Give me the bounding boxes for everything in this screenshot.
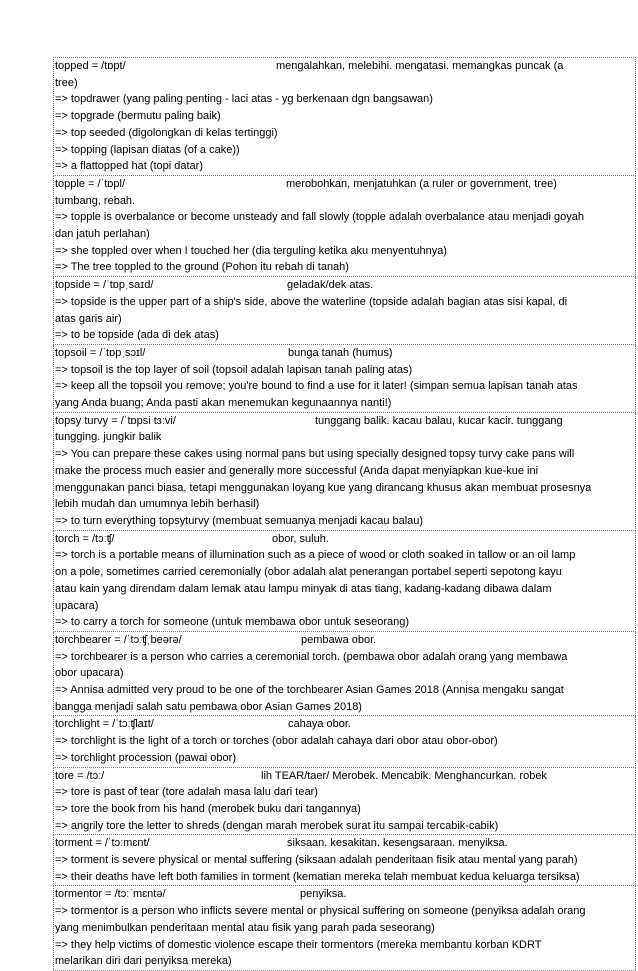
example-line: => to carry a torch for someone (untuk membawa obor untuk seseorang) — [55, 616, 410, 629]
example-line: => tore is past of tear (tore adalah masa lalu dari tear) — [55, 786, 318, 799]
example-line: => topple is overbalance or become unsteady and fall slowly (topple adalah overbalance atau menjadi goyah — [55, 211, 584, 224]
example-line: => top seeded (digolongkan di kelas tertinggi) — [55, 126, 278, 139]
example-line: => The tree toppled to the ground (Pohon itu rebah di tanah) — [55, 261, 349, 274]
entry-torch — [53, 531, 636, 632]
definition: penyiksa. — [300, 888, 347, 901]
entry-tore — [53, 768, 636, 836]
example-line: => tormentor is a person who inflicts severe mental or physical suffering on someone (penyiksa adalah orang — [55, 905, 586, 918]
definition: bunga tanah (humus) — [288, 346, 393, 359]
entry-head — [54, 835, 635, 852]
example-line: => torchlight is the light of a torch or torches (obor adalah cahaya dari obor atau obor-obor) — [55, 735, 498, 748]
example-line: => to be topside (ada di dek atas) — [55, 329, 219, 342]
example-line: menggunakan panci biasa, tetapi menggunakan loyang kue yang dirancang khusus akan membuat prosesnya — [55, 481, 592, 494]
definition-continued: tree) — [55, 76, 78, 89]
entry-torment — [53, 835, 636, 886]
entry-head — [54, 632, 635, 649]
entry-topside — [53, 277, 636, 345]
example-line: => You can prepare these cakes using normal pans but using specially designed topsy turvy cake pans will — [55, 448, 575, 461]
example-line: => tore the book from his hand (merobek buku dari tangannya) — [55, 802, 361, 815]
headword: tore = /tɔː/ — [55, 769, 105, 782]
example-line: => keep all the topsoil you remove; you're bound to find a use for it later! (simpan semua lapisan tanah atas — [55, 380, 578, 393]
entry-head — [54, 345, 635, 362]
example-line: => topdrawer (yang paling penting - laci atas - yg berkenaan dgn bangsawan) — [55, 93, 433, 106]
example-line: => to turn everything topsyturvy (membuat semuanya menjadi kacau balau) — [55, 514, 424, 527]
example-line: => torchlight procession (pawai obor) — [55, 751, 236, 764]
headword: topsoil = /ˈtɒpˌsɔɪl/ — [55, 346, 146, 359]
example-line: dan jatuh perlahan) — [55, 228, 150, 241]
definition: mengalahkan, melebihi. mengatasi. memangkas puncak (a — [276, 60, 564, 72]
example-line: bangga menjadi salah satu pembawa obor Asian Games 2018) — [55, 700, 362, 713]
example-line: => their deaths have left both families in torment (kematian mereka telah membuat kedua keluarga tersiksa) — [55, 870, 580, 883]
example-line: => topsoil is the top layer of soil (topsoil adalah lapisan tanah paling atas) — [55, 363, 413, 376]
entry-head — [54, 531, 635, 548]
entry-head — [54, 768, 635, 785]
definition: merobohkan, menjatuhkan (a ruler or government, tree) — [286, 177, 557, 190]
headword: tormentor = /tɔːˈmɛntə/ — [55, 888, 166, 901]
example-line: => Annisa admitted very proud to be one of the torchbearer Asian Games 2018 (Annisa mengaku sangat — [55, 684, 564, 697]
definition: geladak/dek atas. — [287, 279, 374, 292]
example-line: => topping (lapisan diatas (of a cake)) — [55, 143, 240, 156]
example-line: on a pole, sometimes carried ceremonially (obor adalah alat penerangan portabel seperti sepotong kayu — [55, 566, 562, 579]
definition: obor, suluh. — [272, 532, 329, 545]
definition: tunggang balik. kacau balau, kucar kacir. tunggang — [315, 414, 563, 427]
entry-torchbearer — [53, 632, 636, 717]
example-line: upacara) — [55, 599, 99, 612]
example-line: => a flattopped hat (topi datar) — [55, 160, 203, 173]
definition: cahaya obor. — [288, 718, 351, 731]
entry-torchlight — [53, 716, 636, 767]
example-line: => topside is the upper part of a ship's side, above the waterline (topside adalah bagian atas sisi kapal, di — [55, 295, 568, 308]
example-line: lebih mudah dan umumnya lebih berhasil) — [55, 498, 260, 511]
headword: torchlight = /ˈtɔːʧlaɪt/ — [55, 718, 154, 731]
entry-topped — [53, 57, 636, 176]
entry-head — [54, 716, 635, 733]
definition-continued: tumbang, rebah. — [55, 194, 136, 207]
example-line: => they help victims of domestic violence escape their tormentors (mereka membantu korban KDRT — [55, 938, 542, 951]
entry-topple — [53, 176, 636, 277]
headword: topple = /ˈtɒpl/ — [55, 177, 126, 190]
example-line: atau kain yang direndam dalam lemak atau lampu minyak di atas tiang, kadang-kadang dibawa dalam — [55, 582, 552, 595]
example-line: => angrily tore the letter to shreds (dengan marah merobek surat itu sampai tercabik-cabik) — [55, 819, 499, 832]
example-line: atas garis air) — [55, 312, 122, 325]
headword: torch = /tɔːʧ/ — [55, 532, 115, 545]
entry-tormentor — [53, 886, 636, 971]
dictionary-page — [53, 57, 636, 971]
entry-topsoil — [53, 345, 636, 413]
example-line: => torchbearer is a person who carries a ceremonial torch. (pembawa obor adalah orang yang membawa — [55, 650, 568, 663]
example-line: => torch is a portable means of illumination such as a piece of wood or cloth soaked in tallow or an oil lamp — [55, 549, 576, 562]
example-line: yang menimbulkan penderitaan mental atau fisik yang parah pada seseorang) — [55, 921, 435, 934]
example-line: obor upacara) — [55, 667, 124, 680]
example-line: => torment is severe physical or mental suffering (siksaan adalah penderitaan fisik atau mental yang parah) — [55, 854, 578, 867]
headword: topside = /ˈtɒpˌsaɪd/ — [55, 279, 154, 292]
headword: topsy turvy = /ˈtɒpsi tɜːvi/ — [55, 414, 176, 427]
example-line: melarikan diri dari penyiksa mereka) — [55, 955, 232, 968]
example-line: => topgrade (bermutu paling baik) — [55, 110, 221, 123]
entry-head — [54, 413, 635, 430]
definition: lih TEAR/taer/ Merobek. Mencabik. Menghancurkan. robek — [261, 769, 547, 782]
entry-head — [54, 886, 635, 903]
entry-head — [54, 176, 635, 193]
definition-continued: tungging. jungkir balik — [55, 431, 162, 444]
example-line: yang Anda buang; Anda pasti akan menemukan kegunaannya nanti!) — [55, 397, 392, 410]
entry-topsy-turvy — [53, 413, 636, 531]
example-line: => she toppled over when I touched her (dia terguling ketika aku menyentuhnya) — [55, 244, 447, 257]
headword: torchbearer = /ˈtɔːʧˌbeərə/ — [55, 633, 182, 646]
headword: topped = /tɒpt/ — [55, 60, 126, 72]
example-line: make the process much easier and generally more successful (Anda dapat menyiapkan kue-kue ini — [55, 464, 539, 477]
entry-head — [54, 277, 635, 294]
definition: siksaan. kesakitan. kesengsaraan. menyiksa. — [287, 837, 508, 850]
definition: pembawa obor. — [301, 633, 377, 646]
entry-head — [54, 58, 635, 75]
headword: torment = /ˈtɔːmɛnt/ — [55, 837, 150, 850]
